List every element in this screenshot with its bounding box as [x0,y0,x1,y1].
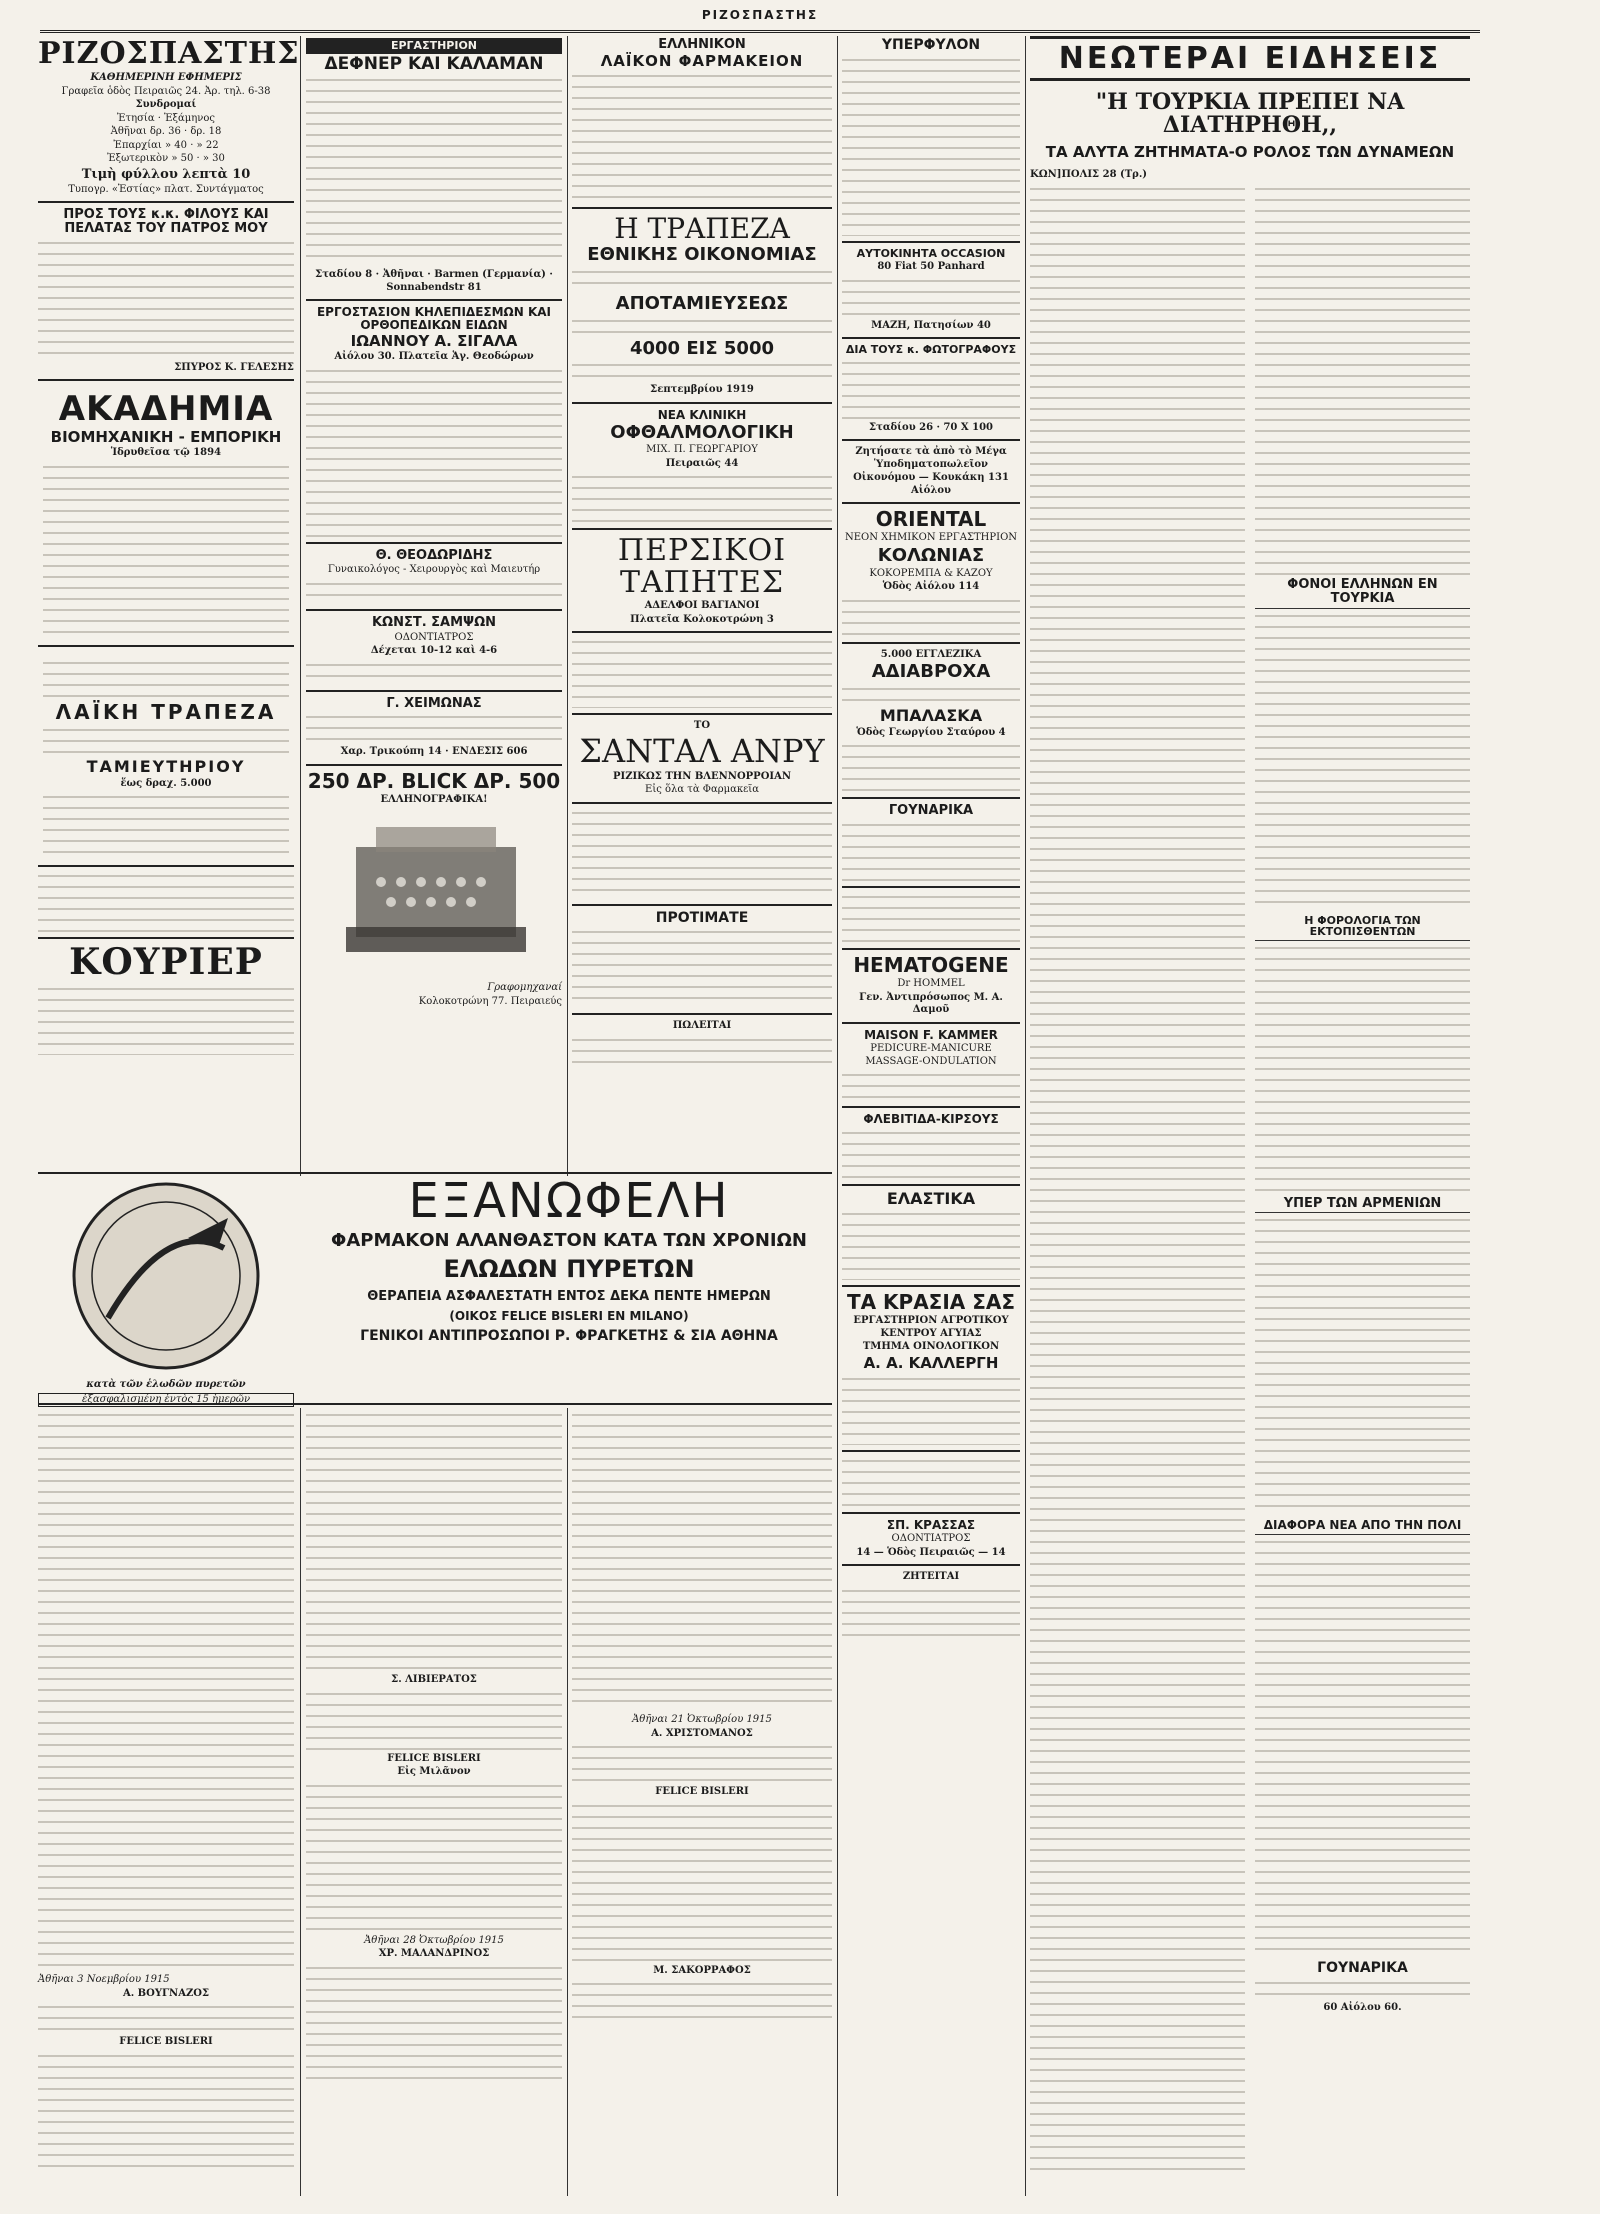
testimonial-4-house: FELICE BISLERI [655,1786,749,1797]
dateline: ΚΩΝ]ΠΟΛΙΣ 28 (Τρ.) [1030,168,1148,180]
issue-price: Τιμὴ φύλλου λεπτὰ 10 [81,166,251,182]
exanofele-banner [306,1174,832,1400]
ad3-role: Γυναικολόγος - Χειρουργὸς καὶ Μαιευτήρ [327,564,541,576]
rate-row: Ἐπαρχίαι » 40 · » 22 [113,139,219,151]
santal-where: Εἰς ὅλα τὰ Φαρμακεῖα [645,784,759,796]
testimonial-1-date: Ἀθῆναι 3 Νοεμβρίου 1915 [38,1974,170,1985]
blick-subtitle: ΕΛΛΗΝΟΓΡΑΦΙΚΑ! [380,793,488,805]
furs-ad-title: ΓΟΥΝΑΡΙΚΑ [1317,1960,1408,1977]
ad4-name: ΚΩΝΣΤ. ΣΑΜΨΩΝ [371,614,497,630]
ad1-title: ΔΕΦΝΕΡ ΚΑΙ ΚΑΛΑΜΑΝ [324,53,544,74]
headline-sub: ΤΑ ΑΛΥΤΑ ΖΗΤΗΜΑΤΑ-Ο ΡΟΛΟΣ ΤΩΝ ΔΥΝΑΜΕΩΝ [1045,143,1455,162]
notice-signature: ΣΠΥΡΟΣ Κ. ΓΕΛΕΣΗΣ [174,361,294,373]
testimonials-col-1 [38,1408,294,2196]
testimonial-3-date: Ἀθῆναι 28 Ὀκτωβρίου 1915 [364,1934,504,1946]
ad3-name: Θ. ΘΕΟΔΩΡΙΔΗΣ [375,547,493,563]
hematogene-title: HEMATOGENE [853,953,1009,977]
bank2-name: ΕΘΝΙΚΗΣ ΟΙΚΟΝΟΜΙΑΣ [587,243,817,265]
subhead-murders: ΦΟΝΟΙ ΕΛΛΗΝΩΝ ΕΝ ΤΟΥΡΚΙΑ [1255,578,1470,608]
clinic-title: ΟΦΘΑΛΜΟΛΟΓΙΚΗ [610,421,794,443]
carpets-sub: ΑΔΕΛΦΟΙ ΒΑΓΙΑΝΟΙ [644,600,760,612]
kourier-title: ΚΟΥΡΙΕΡ [69,941,263,984]
masthead-title: ΡΙΖΟΣΠΑΣΤΗΣ [38,36,300,71]
shoes-address: Οἰκονόμου — Κουκάκη 131 Αἰόλου [853,472,1009,496]
ad2-name: ΙΩΑΝΝΟΥ Α. ΣΙΓΑΛΑ [350,331,518,350]
hematogene-agent: Γεν. Ἀντιπρόσωπος Μ. Α. Δαμοῦ [859,991,1003,1015]
news-text [1030,185,1245,2175]
santal-title: ΣΑΝΤΑΛ ΑΝΡΥ [579,731,825,770]
kammer-sub: PEDICURE-MANICURE MASSAGE-ONDULATION [865,1043,997,1067]
column-4 [842,36,1020,2196]
clinic-address: Πειραιῶς 44 [665,457,739,469]
seal-caption: ἐξασφαλισμένη ἐντὸς 15 ἡμερῶν [38,1393,294,1408]
clinic-doctor: ΜΙΧ. Π. ΓΕΩΡΓΑΡΙΟΥ [646,444,758,456]
auto-line: 80 Fiat 50 Panhard [877,261,985,273]
column-3 [572,36,832,1176]
academy-founded: Ἱδρυθεῖσα τῷ 1894 [110,447,222,459]
column-rule [1025,36,1026,2196]
column-rule [300,36,301,1176]
news-column-left [1030,182,1245,2178]
running-head: ΡΙΖΟΣΠΑΣΤΗΣ [40,8,1480,33]
bank-savings: ΤΑΜΙΕΥΤΗΡΙΟΥ [86,756,246,776]
rate-row: Ἀθῆναι δρ. 36 · δρ. 18 [110,126,222,137]
carpets-title: ΠΕΡΣΙΚΟΙ ΤΑΠΗΤΕΣ [617,533,787,600]
news-column-right [1255,182,1470,2178]
santal-sub: ΡΙΖΙΚΩΣ ΤΗΝ ΒΛΕΝΝΟΡΡΟΙΑΝ [613,770,791,782]
column-rule [567,36,568,1176]
testimonial-1-house: FELICE BISLERI [119,2036,213,2047]
testimonial-2-place: Εἰς Μιλᾶνον [397,1766,471,1777]
ad2-body [306,367,562,537]
section-title: ΝΕΩΤΕΡΑΙ ΕΙΔΗΣΕΙΣ [1030,36,1470,81]
bank2-date: Σεπτεμβρίου 1919 [650,384,754,396]
banner-line4: (ΟΙΚΟΣ FELICE BISLERI EN MILANO) [449,1309,689,1324]
seal-illustration [38,1178,294,1374]
column-rule [837,36,838,2196]
hyperfylon-body [842,56,1020,236]
oriental-sub: ΝΕΟΝ ΧΗΜΙΚΟΝ ΕΡΓΑΣΤΗΡΙΟΝ [844,532,1018,544]
ad1-head: ΕΡΓΑΣΤΗΡΙΟΝ [306,38,562,54]
bank2-title: Η ΤΡΑΠΕΖΑ [614,212,790,246]
wine-dept: ΤΜΗΜΑ ΟΙΝΟΛΟΓΙΚΟΝ [862,1341,1000,1353]
wine-sub: ΕΡΓΑΣΤΗΡΙΟΝ ΑΓΡΟΤΙΚΟΥ ΚΕΝΤΡΟΥ ΑΓΥΙΑΣ [853,1315,1009,1339]
testimonial-2-house: FELICE BISLERI [387,1752,481,1764]
ad1-address: Σταδίου 8 · Ἀθῆναι · Barmen (Γερμανία) · Sonnabendstr 81 [315,269,553,293]
auto-address: ΜΑΖΗ, Πατησίων 40 [871,319,991,331]
bank-ad [38,652,294,860]
subhead-city-news: ΔΙΑΦΟΡΑ ΝΕΑ ΑΠΟ ΤΗΝ ΠΟΛΙ [1255,1519,1470,1535]
ad5-name: Γ. ΧΕΙΜΩΝΑΣ [386,695,482,711]
subscriptions-label: Συνδρομαί [135,99,197,110]
column-2 [306,36,562,1176]
kammer-title: MAISON F. KAMMER [864,1027,998,1042]
testimonial-5-sign: Μ. ΣΑΚΟΡΡΑΦΟΣ [653,1964,751,1976]
ad1-body [306,76,562,266]
bank-amount: ἕως δραχ. 5.000 [120,777,212,789]
ad2-head: ΕΡΓΟΣΤΑΣΙΟΝ ΚΗΛΕΠΙΔΕΣΜΩΝ ΚΑΙ ΟΡΘΟΠΕΔΙΚΩΝ ΕΙΔΩΝ [316,305,552,332]
seal-text: κατὰ τῶν ἑλωδῶν πυρετῶν [86,1379,246,1390]
oriental-name: ΚΟΛΩΝΙΑΣ [877,544,985,566]
wanted-title: ΖΗΤΕΙΤΑΙ [902,1571,960,1583]
notice-title: ΠΡΟΣ ΤΟΥΣ κ.κ. ΦΙΛΟΥΣ ΚΑΙ ΠΕΛΑΤΑΣ ΤΟΥ ΠΑΤΡΟΣ ΜΟΥ [63,207,269,236]
rain-title: ΑΔΙΑΒΡΟΧΑ [871,661,991,683]
wine-title: ΤΑ ΚΡΑΣΙΑ ΣΑΣ [846,1290,1016,1315]
subhead-taxation: Η ΦΟΡΟΛΟΓΙΑ ΤΩΝ ΕΚΤΟΠΙΣΘΕΝΤΩΝ [1255,915,1470,941]
banner-line3: ΘΕΡΑΠΕΙΑ ΑΣΦΑΛΕΣΤΑΤΗ ΕΝΤΟΣ ΔΕΚΑ ΠΕΝΤΕ ΗΜΕΡΩΝ [367,1289,771,1305]
headline-main: "Η ΤΟΥΡΚΙΑ ΠΡΕΠΕΙ ΝΑ ΔΙΑΤΗΡΗΘΗ,, [1095,89,1405,139]
carpets-address: Πλατεῖα Κολοκοτρώνη 3 [630,613,774,625]
rate-row: Ἐτησία · Ἑξάμηνος [117,112,215,124]
pharmacy-body [572,72,832,202]
small-ad-body [38,872,294,932]
santal-head: ΤΟ [693,720,711,732]
dentist-role: ΟΔΟΝΤΙΑΤΡΟΣ [891,1533,971,1545]
exanofele-seal [38,1178,294,1405]
oriental-title: ORIENTAL [875,507,987,532]
ad2-address: Αἰόλου 30. Πλατεῖα Ἁγ. Θεοδώρων [334,351,534,363]
ad4-role: ΟΔΟΝΤΙΑΤΡΟΣ [394,631,474,643]
blick-caption: Γραφομηχαναί [487,982,562,994]
dentist-name: ΣΠ. ΚΡΑΣΣΑΣ [886,1517,976,1532]
furs-title: ΓΟΥΝΑΡΙΚΑ [888,803,974,819]
rain-shop: ΜΠΑΛΑΣΚΑ [879,706,983,726]
news-columns [1030,182,1470,2178]
testimonial-1-sign: Α. ΒΟΥΓΝΑΖΟΣ [122,1987,210,1999]
testimonial-2-sign: Σ. ΛΙΒΙΕΡΑΤΟΣ [391,1674,477,1685]
column-rule [300,1408,301,2196]
masthead-subtitle: ΚΑΘΗΜΕΡΙΝΗ ΕΦΗΜΕΡΙΣ [90,72,242,83]
testimonial-4-date: Ἀθῆναι 21 Ὀκτωβρίου 1915 [632,1714,772,1725]
oriental-address: Ὁδὸς Αἰόλου 114 [882,581,980,593]
academy-title: ΑΚΑΔΗΜΙΑ [58,389,274,430]
testimonial-4-sign: Α. ΧΡΙΣΤΟΜΑΝΟΣ [651,1727,753,1739]
column-5-news [1030,36,1470,2196]
academy-body [43,463,289,633]
testimonials-col-2 [306,1408,562,2196]
dentist-address: 14 — Ὁδὸς Πειραιῶς — 14 [856,1546,1006,1558]
academy-ad [38,386,294,640]
banner-line5: ΓΕΝΙΚΟΙ ΑΝΤΙΠΡΟΣΩΠΟΙ Ρ. ΦΡΑΓΚΕΤΗΣ & ΣΙΑ ΑΘΗΝΑ [360,1327,778,1344]
for-sale: ΠΩΛΕΙΤΑΙ [672,1020,732,1032]
oriental-owner: ΚΟΚΟΡΕΜΠΑ & ΚΑΖΟΥ [869,567,993,579]
column-1 [38,36,300,1176]
testimonial-3-sign: ΧΡ. ΜΑΛΑΝΔΡΙΝΟΣ [378,1948,490,1959]
subhead-armenians: ΥΠΕΡ ΤΩΝ ΑΡΜΕΝΙΩΝ [1255,1197,1470,1214]
elastics-title: ΕΛΑΣΤΙΚΑ [886,1188,976,1208]
phlebitis-title: ΦΛΕΒΙΤΙΔΑ-ΚΙΡΣΟΥΣ [863,1112,999,1127]
bank-title: ΛΑΪΚΗ ΤΡΑΠΕΖΑ [55,699,277,724]
bank2-tag: ΑΠΟΤΑΜΙΕΥΣΕΩΣ [615,292,789,314]
academy-subtitle: ΒΙΟΜΗΧΑΝΙΚΗ - ΕΜΠΟΡΙΚΗ [50,427,282,446]
prefer-title: ΠΡΟΤΙΜΑΤΕ [655,909,749,926]
typewriter-illustration [306,807,562,977]
photo-address: Σταδίου 26 · 70 Χ 100 [869,421,993,433]
clinic-body [572,473,832,523]
auto-head: ΑΥΤΟΚΙΝΗΤΑ OCCASION [856,246,1006,260]
pharmacy-title: ΛΑΪΚΟΝ ΦΑΡΜΑΚΕΙΟΝ [600,51,804,70]
banner-line1: ΦΑΡΜΑΚΟΝ ΑΛΑΝΘΑΣΤΟΝ ΚΑΤΑ ΤΩΝ ΧΡΟΝΙΩΝ [331,1230,807,1252]
pharmacy-head: ΕΛΛΗΝΙΚΟΝ [658,37,746,52]
rain-head: 5.000 ΕΓΓΛΕΖΙΚΑ [880,648,982,660]
shoes-head: Ζητήσατε τὰ ἀπὸ τὸ Μέγα Ὑποδηματοπωλεῖον [855,446,1007,470]
banner-line2: ΕΛΩΔΩΝ ΠΥΡΕΤΩΝ [443,1255,695,1284]
printer-line: Τυπογρ. «Ἑστίας» πλατ. Συντάγματος [68,183,264,195]
hyperfylon-title: ΥΠΕΡΦΥΛΟΝ [881,37,981,53]
masthead [38,36,300,196]
blick-address: Κολοκοτρώνη 77. Πειραιεύς [418,995,562,1007]
blick-title: 250 ΔΡ. BLICK ΔΡ. 500 [307,768,561,793]
ad5-address: Χαρ. Τρικούπη 14 · ΕΝΔΕΣΙΣ 606 [340,746,528,758]
photo-head: ΔΙΑ ΤΟΥΣ κ. ΦΩΤΟΓΡΑΦΟΥΣ [845,343,1017,357]
kourier-body [38,985,294,1055]
hematogene-sub: Dr HOMMEL [897,978,965,989]
bank2-amount: 4000 ΕΙΣ 5000 [629,337,775,359]
rate-row: Ἐξωτερικὸν » 50 · » 30 [107,153,225,164]
notice-body [38,239,294,359]
clinic-head: ΝΕΑ ΚΛΙΝΙΚΗ [657,407,747,422]
ad4-hours: Δέχεται 10-12 καὶ 4-6 [370,645,498,657]
testimonials-col-3 [572,1408,832,2196]
wine-name: Α. Α. ΚΑΛΛΕΡΓΗ [863,1353,999,1372]
rain-address: Ὁδὸς Γεωργίου Σταύρου 4 [856,726,1006,738]
furs-ad-address: 60 Αἰόλου 60. [1323,2001,1402,2013]
column-rule [567,1408,568,2196]
masthead-offices: Γραφεῖα ὁδὸς Πειραιῶς 24. Ἀρ. τηλ. 6-38 [61,85,271,97]
banner-title: ΕΞΑΝΩΦΕΛΗ [408,1173,730,1229]
